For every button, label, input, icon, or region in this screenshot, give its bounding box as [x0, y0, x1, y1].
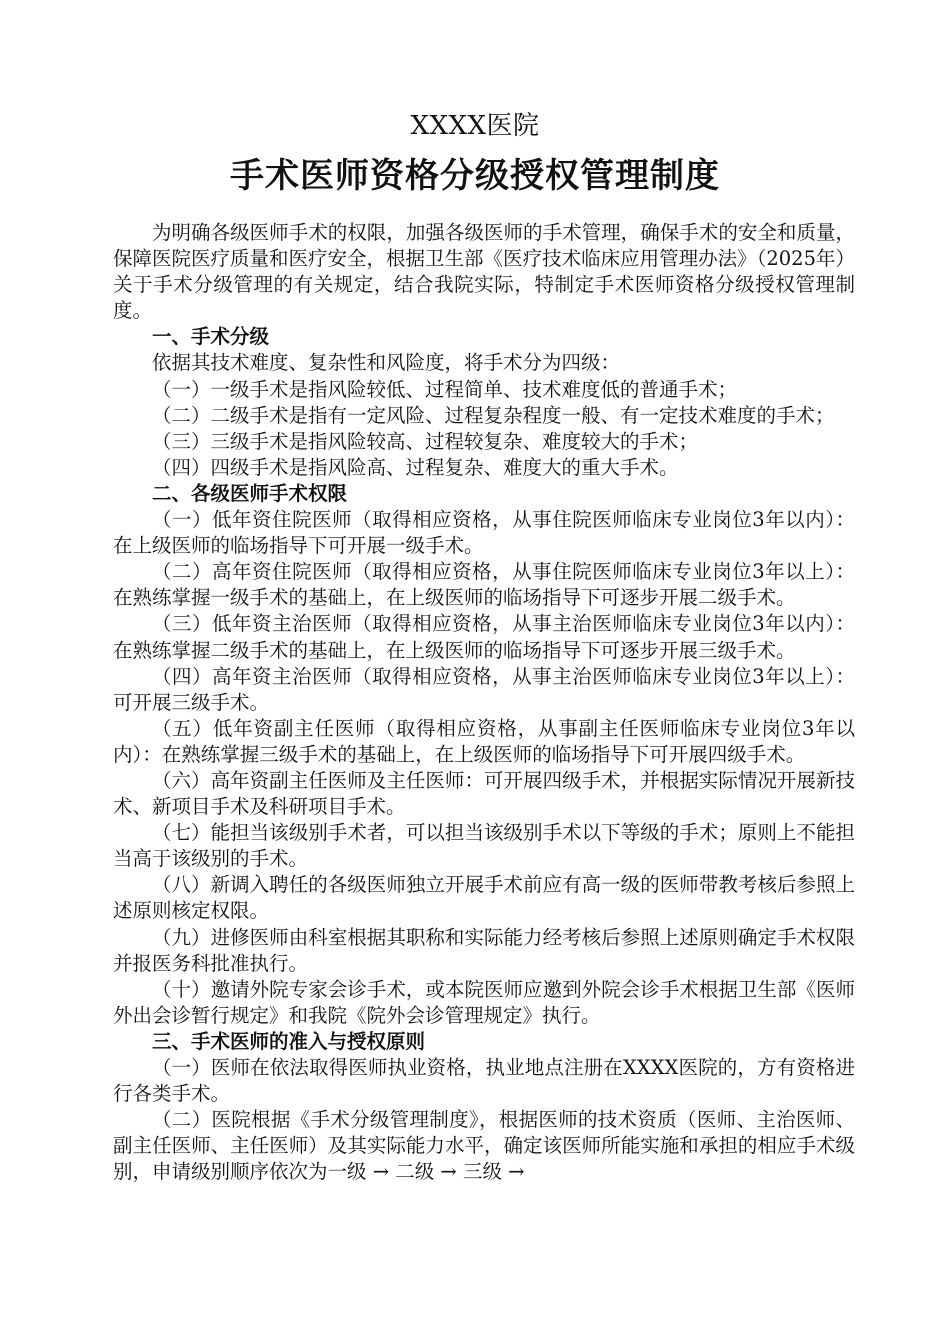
paragraph: 依据其技术难度、复杂性和风险度，将手术分为四级：: [152, 351, 621, 375]
section-heading-2: 二、各级医师手术权限: [152, 481, 348, 505]
document-title: 手术医师资格分级授权管理制度: [230, 156, 720, 196]
paragraph: （二）高年资住院医师（取得相应资格，从事住院医师临床专业岗位3年以上）：在熟练掌握一级手术的基础上，在上级医师的临场指导下可逐步开展二级手术。: [113, 560, 855, 610]
paragraph: （八）新调入聘任的各级医师独立开展手术前应有高一级的医师带教考核后参照上述原则核定权限。: [113, 873, 855, 923]
paragraph: （一）医师在依法取得医师执业资格，执业地点注册在XXXX医院的，方有资格进行各类手术。: [113, 1056, 855, 1106]
paragraph: （一）低年资住院医师（取得相应资格，从事住院医师临床专业岗位3年以内）：在上级医师的临场指导下可开展一级手术。: [113, 508, 855, 558]
paragraph: （三）三级手术是指风险较高、过程较复杂、难度较大的手术；: [152, 429, 699, 453]
paragraph: （七）能担当该级别手术者，可以担当该级别手术以下等级的手术；原则上不能担当高于该级别的手术。: [113, 821, 855, 871]
hospital-name: XXXX医院: [410, 111, 540, 141]
paragraph: （一）一级手术是指风险较低、过程简单、技术难度低的普通手术；: [152, 377, 738, 401]
paragraph: （三）低年资主治医师（取得相应资格，从事主治医师临床专业岗位3年以内）：在熟练掌握二级手术的基础上，在上级医师的临场指导下可逐步开展三级手术。: [113, 612, 855, 662]
section-heading-3: 三、手术医师的准入与授权原则: [152, 1029, 426, 1053]
paragraph: （十）邀请外院专家会诊手术，或本院医师应邀到外院会诊手术根据卫生部《医师外出会诊暂行规定》和我院《院外会诊管理规定》执行。: [113, 977, 855, 1027]
document-body: [113, 220, 855, 1185]
paragraph: （六）高年资副主任医师及主任医师：可开展四级手术，并根据实际情况开展新技术、新项目手术及科研项目手术。: [113, 768, 855, 819]
paragraph: （九）进修医师由科室根据其职称和实际能力经考核后参照上述原则确定手术权限并报医务科批准执行。: [113, 925, 855, 975]
paragraph: （四）四级手术是指风险高、过程复杂、难度大的重大手术。: [152, 455, 679, 479]
paragraph: （二）二级手术是指有一定风险、过程复杂程度一般、有一定技术难度的手术；: [152, 403, 835, 427]
paragraph: （二）医院根据《手术分级管理制度》，根据医师的技术资质（医师、主治医师、副主任医师、主任医师）及其实际能力水平，确定该医师所能实施和承担的相应手术级别，申请级别顺序依次为一级 → 二级 → 三级 →: [113, 1108, 855, 1184]
section-heading-1: 一、手术分级: [152, 325, 270, 349]
paragraph: （四）高年资主治医师（取得相应资格，从事主治医师临床专业岗位3年以上）：可开展三级手术。: [113, 664, 855, 714]
paragraph: （五）低年资副主任医师（取得相应资格，从事副主任医师临床专业岗位3年以内）：在熟练掌握三级手术的基础上，在上级医师的临场指导下可开展四级手术。: [113, 716, 855, 766]
intro-paragraph: 为明确各级医师手术的权限，加强各级医师的手术管理，确保手术的安全和质量，保障医院医疗质量和医疗安全，根据卫生部《医疗技术临床应用管理办法》（2025年）关于手术分级管理的有关规定，结合我院实际，特制定手术医师资格分级授权管理制度。: [113, 221, 855, 323]
